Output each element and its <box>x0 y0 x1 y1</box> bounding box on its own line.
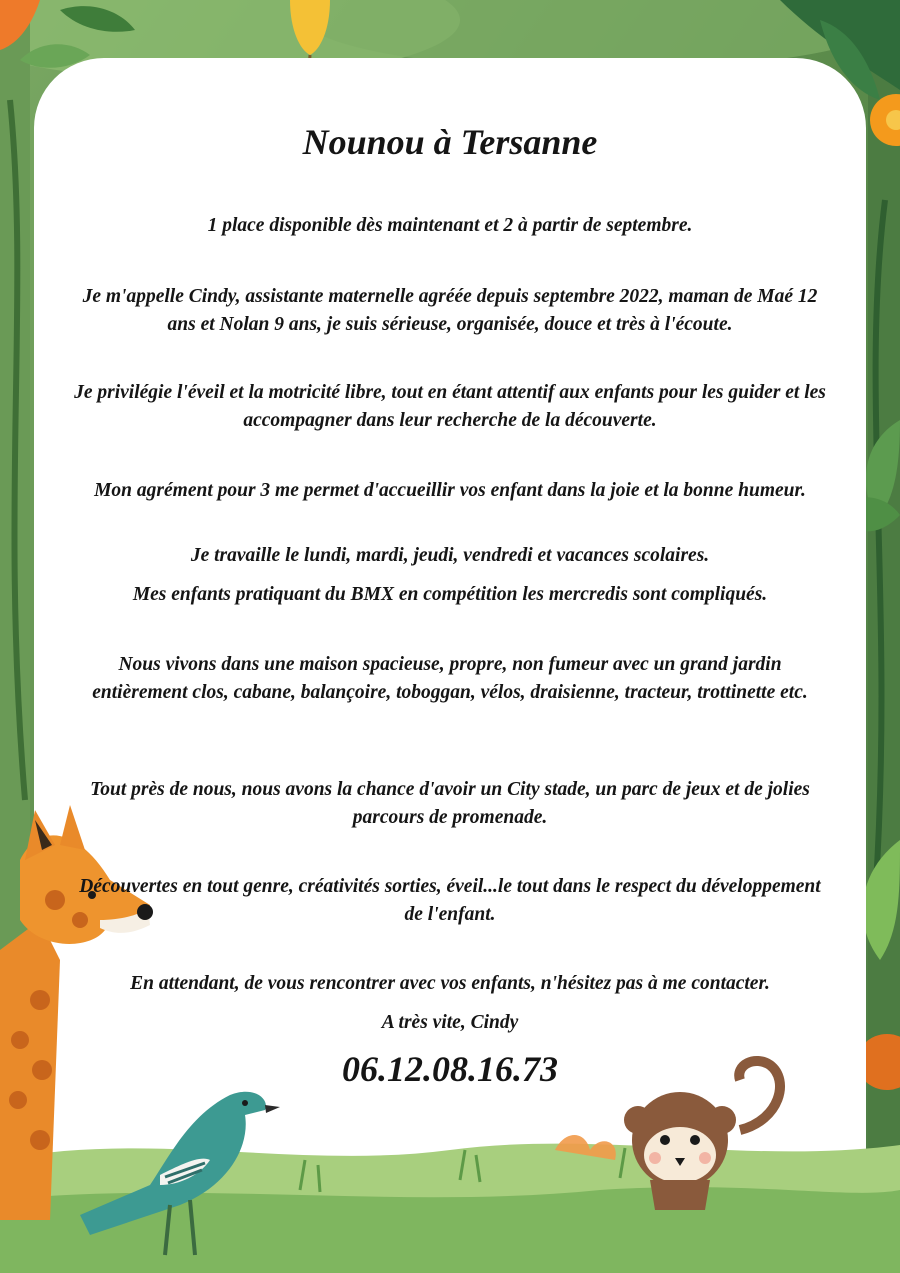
introduction-text: Je m'appelle Cindy, assistante maternelle agréée depuis septembre 2022, maman de Maé 12 ans et Nolan 9 ans, je suis sérieuse, organisée, douce et très à l'écoute. <box>82 286 818 335</box>
schedule-text: Je travaille le lundi, mardi, jeudi, vendredi et vacances scolaires. <box>190 545 710 566</box>
flower-icon <box>862 82 900 162</box>
bird-icon <box>70 1075 280 1265</box>
phone-number: 06.12.08.16.73 <box>342 1049 558 1089</box>
house-text: Nous vivons dans une maison spacieuse, propre, non fumeur avec un grand jardin entièrement clos, cabane, balançoire, toboggan, vélos, draisienne, tracteur, trottinette etc. <box>92 654 808 703</box>
neighborhood-text: Tout près de nous, nous avons la chance d'avoir un City stade, un parc de jeux et de jolies parcours de promenade. <box>90 779 810 828</box>
pedagogy-text: Je privilégie l'éveil et la motricité libre, tout en étant attentif aux enfants pour les guider et les accompagner dans leur recherche de la découverte. <box>74 382 826 431</box>
activities-text: Découvertes en tout genre, créativités sorties, éveil...le tout dans le respect du développement de l'enfant. <box>79 876 821 925</box>
flyer-title: Nounou à Tersanne <box>302 122 598 162</box>
availability-text: 1 place disponible dès maintenant et 2 à partir de septembre. <box>207 215 693 236</box>
approval-text: Mon agrément pour 3 me permet d'accueillir vos enfant dans la joie et la bonne humeur. <box>94 480 806 501</box>
signature-text: A très vite, Cindy <box>381 1012 519 1033</box>
wednesday-text: Mes enfants pratiquant du BMX en compétition les mercredis sont compliqués. <box>132 584 768 605</box>
contact-invite-text: En attendant, de vous rencontrer avec vos enfants, n'hésitez pas à me contacter. <box>130 973 770 994</box>
